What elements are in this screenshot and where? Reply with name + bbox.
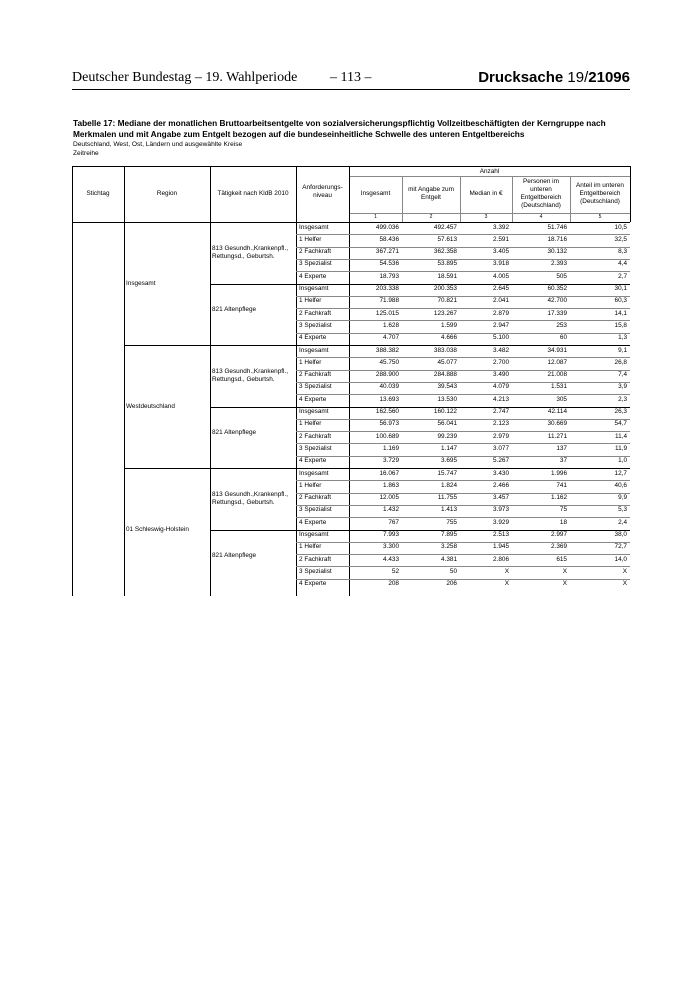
level-label: 3 Spezialist: [299, 506, 332, 514]
level-label: Insgesamt: [299, 408, 329, 415]
value-cell-col5: 1,3: [618, 334, 627, 342]
region-label: Westdeutschland: [126, 402, 175, 410]
value-cell-col2: 206: [446, 580, 457, 588]
header-num-2: 2: [429, 214, 433, 220]
value-cell-col2: 284.888: [433, 371, 457, 379]
value-cell-col2: 1.147: [441, 444, 457, 452]
value-cell-col5: 1,0: [618, 457, 627, 465]
group-label: 813 Gesundh.,Krankenpfl., Rettungsd., Geburtsh.: [212, 367, 289, 383]
value-cell-col5: 14,1: [614, 309, 627, 317]
value-cell-col4: X: [562, 580, 567, 588]
drucksache-label: Drucksache: [478, 69, 564, 86]
value-cell-col5: 26,3: [614, 408, 627, 415]
value-cell-col2: 1.413: [441, 506, 457, 514]
value-cell-col4: 1.531: [551, 383, 567, 391]
value-cell-col4: 17.339: [547, 309, 567, 317]
value-cell-col1: 767: [388, 518, 399, 526]
header-anforderung: Anforderungs- niveau: [302, 184, 343, 199]
table-top-border: [72, 166, 630, 167]
value-cell-col3: 2.979: [493, 432, 509, 440]
row-divider: [296, 566, 630, 567]
value-cell-col1: 1.628: [383, 321, 399, 329]
value-cell-col5: 11,9: [615, 444, 627, 452]
value-cell-col5: 12,7: [614, 469, 627, 477]
header-left: Deutscher Bundestag – 19. Wahlperiode: [72, 70, 298, 85]
value-cell-col4: 2.997: [551, 531, 567, 538]
value-cell-col5: 2,7: [618, 272, 627, 280]
group-divider: [124, 345, 630, 346]
level-label: 4 Experte: [299, 518, 327, 526]
level-label: Insgesamt: [299, 223, 329, 231]
header-rule: [72, 89, 630, 90]
value-cell-col1: 1.432: [383, 506, 399, 514]
value-cell-col2: 492.457: [433, 223, 457, 231]
value-cell-col2: 200.353: [433, 285, 457, 292]
value-cell-col2: 1.824: [441, 481, 457, 489]
value-cell-col4: X: [562, 567, 567, 575]
value-cell-col1: 7.993: [383, 531, 399, 538]
value-cell-col1: 56.973: [379, 420, 399, 428]
value-cell-col4: 30.132: [547, 248, 567, 256]
row-divider: [296, 271, 630, 272]
value-cell-col3: 1.945: [493, 543, 509, 551]
table-right-border: [630, 166, 631, 222]
value-cell-col3: 3.929: [493, 518, 509, 526]
row-divider: [296, 394, 630, 395]
row-divider: [296, 456, 630, 457]
row-divider: [296, 554, 630, 555]
value-cell-col5: 2,3: [618, 395, 627, 403]
value-cell-col3: 3.973: [493, 506, 509, 514]
group-divider: [210, 407, 630, 408]
group-label: 813 Gesundh.,Krankenpfl., Rettungsd., Geburtsh.: [212, 244, 289, 260]
value-cell-col3: 3.405: [493, 248, 509, 256]
value-cell-col3: 4.005: [493, 272, 509, 280]
header-taetigkeit: Tätigkeit nach KldB 2010: [217, 190, 289, 197]
group-divider: [210, 530, 630, 531]
value-cell-col4: 30.669: [547, 420, 567, 428]
value-cell-col5: 9,9: [618, 494, 627, 502]
value-cell-col5: 72,7: [614, 543, 627, 551]
value-cell-col5: 26,8: [614, 358, 627, 366]
value-cell-col3: 2.747: [493, 408, 509, 415]
value-cell-col1: 288.900: [375, 371, 399, 379]
value-cell-col3: 2.645: [493, 285, 509, 292]
row-divider: [296, 480, 630, 481]
value-cell-col1: 1.863: [383, 481, 399, 489]
value-cell-col2: 4.381: [441, 555, 457, 563]
header-col-2: mit Angabe zum Entgelt: [408, 186, 454, 201]
value-cell-col3: 3.918: [493, 260, 509, 268]
row-divider: [296, 493, 630, 494]
value-cell-col4: 42.700: [547, 297, 567, 305]
value-cell-col4: 2.369: [551, 543, 567, 551]
group-label: 813 Gesundh.,Krankenpfl., Rettungsd., Geburtsh.: [212, 490, 289, 506]
value-cell-col4: 741: [556, 481, 567, 489]
level-label: 3 Spezialist: [299, 260, 332, 268]
header-col-5: Anteil im unteren Entgeltbereich (Deutschland): [576, 182, 624, 205]
value-cell-col2: 4.666: [441, 334, 457, 342]
value-cell-col2: 39.543: [437, 383, 457, 391]
value-cell-col5: 5,3: [618, 506, 627, 514]
value-cell-col2: 56.041: [437, 420, 457, 428]
level-label: 1 Helfer: [299, 543, 322, 551]
row-divider: [296, 431, 630, 432]
table-title: Tabelle 17: Mediane der monatlichen Bruttoarbeitsentgelte von sozialversicherungspflichtig Vollzeitbeschäftigten der Kerngruppe nach Merkmalen und mit Angabe zum Entgelt bezogen auf die bundeseinheitliche Schwelle des unteren Entgeltbereichs: [73, 118, 606, 139]
value-cell-col2: 7.895: [441, 531, 457, 538]
value-cell-col5: 9,1: [618, 346, 627, 354]
value-cell-col5: 11,4: [615, 432, 627, 440]
row-divider: [296, 370, 630, 371]
value-cell-col1: 208: [388, 580, 399, 588]
row-divider: [296, 259, 630, 260]
value-cell-col1: 71.988: [379, 297, 399, 305]
header-region: Region: [156, 190, 178, 197]
value-cell-col4: 75: [559, 506, 567, 514]
level-label: Insgesamt: [299, 469, 329, 477]
level-label: 2 Fachkraft: [299, 309, 331, 317]
row-divider: [296, 505, 630, 506]
value-cell-col2: 3.695: [441, 457, 457, 465]
value-cell-col1: 499.036: [375, 223, 399, 231]
level-label: 1 Helfer: [299, 297, 322, 305]
value-cell-col4: 505: [556, 272, 567, 280]
level-label: 2 Fachkraft: [299, 371, 331, 379]
value-cell-col2: 755: [446, 518, 457, 526]
value-cell-col2: 3.258: [441, 543, 457, 551]
level-label: 1 Helfer: [299, 235, 322, 243]
value-cell-col1: 58.436: [379, 235, 399, 243]
level-label: 4 Experte: [299, 580, 327, 588]
drucksache-num1: 19/: [567, 69, 589, 86]
header-num-1: 1: [374, 214, 377, 220]
value-cell-col5: 8,3: [618, 248, 627, 256]
value-cell-col4: 18.716: [547, 235, 567, 243]
group-divider: [210, 284, 630, 285]
level-label: 4 Experte: [299, 457, 327, 465]
level-label: 1 Helfer: [299, 420, 322, 428]
level-label: Insgesamt: [299, 285, 329, 292]
level-label: 4 Experte: [299, 334, 327, 342]
value-cell-col1: 40.039: [379, 383, 399, 391]
value-cell-col3: 3.482: [493, 346, 509, 354]
value-cell-col4: 37: [559, 457, 567, 465]
value-cell-col3: 4.079: [493, 383, 509, 391]
value-cell-col1: 52: [391, 567, 399, 575]
value-cell-col2: 53.895: [437, 260, 457, 268]
value-cell-col4: 51.746: [547, 223, 567, 231]
row-divider: [296, 579, 630, 580]
value-cell-col5: 15,8: [614, 321, 627, 329]
value-cell-col4: 305: [556, 395, 567, 403]
value-cell-col1: 3.729: [383, 457, 399, 465]
header-page-number: – 113 –: [330, 70, 372, 85]
value-cell-col2: 123.267: [433, 309, 457, 317]
table-subtitle-scope: Deutschland, West, Ost, Ländern und ausgewählte Kreise: [73, 141, 243, 148]
value-cell-col1: 203.338: [375, 285, 399, 292]
value-cell-col5: 2,4: [618, 518, 627, 526]
row-divider: [296, 357, 630, 358]
value-cell-col3: X: [504, 580, 509, 588]
value-cell-col1: 162.560: [375, 408, 399, 415]
row-divider: [296, 333, 630, 334]
value-cell-col1: 125.015: [375, 309, 399, 317]
row-divider: [296, 320, 630, 321]
row-divider: [296, 419, 630, 420]
row-divider: [296, 247, 630, 248]
row-divider: [296, 234, 630, 235]
value-cell-col3: 2.513: [493, 531, 509, 538]
value-cell-col5: X: [622, 580, 627, 588]
value-cell-col5: X: [622, 567, 627, 575]
row-divider: [296, 382, 630, 383]
value-cell-col3: 3.490: [493, 371, 509, 379]
region-label: 01 Schleswig-Holstein: [126, 525, 189, 533]
value-cell-col1: 54.536: [379, 260, 399, 268]
value-cell-col4: 137: [556, 444, 567, 452]
table-left-border: [72, 166, 73, 596]
value-cell-col1: 13.693: [379, 395, 399, 403]
value-cell-col4: 12.087: [547, 358, 567, 366]
level-label: Insgesamt: [299, 346, 329, 354]
value-cell-col4: 60: [559, 334, 567, 342]
value-cell-col3: 2.123: [493, 420, 509, 428]
value-cell-col3: 2.806: [493, 555, 509, 563]
header-drucksache: [478, 69, 630, 86]
row-divider: [296, 542, 630, 543]
value-cell-col4: 18: [559, 518, 567, 526]
anzahl-underline: [349, 176, 630, 177]
header-col-1: Insgesamt: [360, 190, 391, 197]
value-cell-col5: 32,5: [614, 235, 627, 243]
value-cell-col3: 5.267: [493, 457, 509, 465]
value-cell-col5: 14,0: [614, 555, 627, 563]
level-label: 3 Spezialist: [299, 444, 332, 452]
value-cell-col4: 1.996: [551, 469, 567, 477]
value-cell-col5: 30,1: [614, 285, 627, 292]
table-subtitle-series: Zeitreihe: [73, 150, 99, 157]
value-cell-col4: 253: [556, 321, 567, 329]
value-cell-col5: 38,0: [614, 531, 627, 538]
level-label: 1 Helfer: [299, 358, 322, 366]
value-cell-col1: 18.793: [379, 272, 399, 280]
level-label: 2 Fachkraft: [299, 432, 331, 440]
value-cell-col3: 2.466: [493, 481, 509, 489]
value-cell-col2: 70.821: [437, 297, 457, 305]
value-cell-col5: 54,7: [614, 420, 627, 428]
value-cell-col2: 1.599: [441, 321, 457, 329]
value-cell-col3: 3.392: [493, 223, 509, 231]
level-label: 2 Fachkraft: [299, 555, 331, 563]
value-cell-col2: 45.077: [437, 358, 457, 366]
level-label: Insgesamt: [299, 531, 329, 538]
value-cell-col5: 3,9: [618, 383, 627, 391]
value-cell-col1: 4.707: [383, 334, 399, 342]
value-cell-col1: 45.750: [379, 358, 399, 366]
row-divider: [296, 443, 630, 444]
col-divider-taetigkeit: [210, 166, 211, 596]
value-cell-col3: 3.430: [493, 469, 509, 477]
value-cell-col3: 2.591: [493, 235, 509, 243]
level-label: 1 Helfer: [299, 481, 322, 489]
value-cell-col1: 4.433: [383, 555, 399, 563]
header-num-5: 5: [598, 214, 602, 220]
value-cell-col5: 60,3: [614, 297, 627, 305]
value-cell-col1: 388.382: [375, 346, 399, 354]
value-cell-col1: 1.169: [383, 444, 399, 452]
group-label: 821 Altenpflege: [212, 429, 257, 437]
value-cell-col2: 99.239: [437, 432, 457, 440]
value-cell-col4: 60.352: [547, 285, 567, 292]
header-col-4: Personen im unteren Entgeltbereich (Deutschland): [520, 178, 562, 209]
value-cell-col2: 50: [449, 567, 457, 575]
value-cell-col1: 367.271: [375, 248, 399, 256]
level-label: 4 Experte: [299, 272, 327, 280]
col-divider-region: [124, 166, 125, 596]
value-cell-col4: 615: [556, 555, 567, 563]
value-cell-col2: 57.613: [437, 235, 457, 243]
value-cell-col2: 15.747: [437, 469, 457, 477]
group-label: 821 Altenpflege: [212, 552, 257, 560]
group-label: 821 Altenpflege: [212, 306, 257, 314]
value-cell-col1: 16.067: [379, 469, 399, 477]
header-num-3: 3: [484, 214, 488, 220]
value-cell-col3: 2.879: [493, 309, 509, 317]
header-col-3: Median in €: [469, 190, 503, 197]
value-cell-col3: 4.213: [493, 395, 509, 403]
level-label: 4 Experte: [299, 395, 327, 403]
value-cell-col4: 42.114: [547, 408, 567, 415]
value-cell-col4: 21.008: [547, 371, 567, 379]
value-cell-col3: 2.041: [493, 297, 509, 305]
value-cell-col3: 2.700: [493, 358, 509, 366]
level-label: 3 Spezialist: [299, 321, 332, 329]
value-cell-col2: 362.358: [433, 248, 457, 256]
value-cell-col2: 383.038: [433, 346, 457, 354]
value-cell-col2: 18.591: [437, 272, 457, 280]
row-divider: [296, 296, 630, 297]
value-cell-col5: 10,5: [614, 223, 627, 231]
value-cell-col1: 12.005: [379, 494, 399, 502]
group-divider: [124, 468, 630, 469]
value-cell-col4: 1.162: [551, 494, 567, 502]
header-num-4: 4: [539, 214, 543, 220]
value-cell-col4: 34.931: [547, 346, 567, 354]
value-cell-col2: 160.122: [433, 408, 457, 415]
level-label: 2 Fachkraft: [299, 494, 331, 502]
value-cell-col3: 3.457: [493, 494, 509, 502]
drucksache-num2: 21096: [588, 69, 630, 86]
value-cell-col1: 3.300: [383, 543, 399, 551]
row-divider: [296, 308, 630, 309]
row-divider: [296, 517, 630, 518]
value-cell-col5: 7,4: [618, 371, 627, 379]
region-label: Insgesamt: [126, 279, 156, 287]
value-cell-col3: 3.077: [493, 444, 509, 452]
value-cell-col2: 13.530: [437, 395, 457, 403]
value-cell-col3: X: [504, 567, 509, 575]
value-cell-col2: 11.755: [437, 494, 457, 502]
value-cell-col3: 2.947: [493, 321, 509, 329]
value-cell-col5: 40,6: [614, 481, 627, 489]
value-cell-col3: 5.100: [493, 334, 509, 342]
value-cell-col4: 11.271: [547, 432, 567, 440]
data-table: [72, 166, 630, 596]
level-label: 3 Spezialist: [299, 383, 332, 391]
level-label: 2 Fachkraft: [299, 248, 331, 256]
value-cell-col4: 2.393: [551, 260, 567, 268]
header-anzahl: Anzahl: [479, 168, 500, 175]
header-stichtag: Stichtag: [86, 190, 110, 197]
level-label: 3 Spezialist: [299, 567, 332, 575]
value-cell-col1: 100.689: [375, 432, 399, 440]
value-cell-col5: 4,4: [618, 260, 627, 268]
